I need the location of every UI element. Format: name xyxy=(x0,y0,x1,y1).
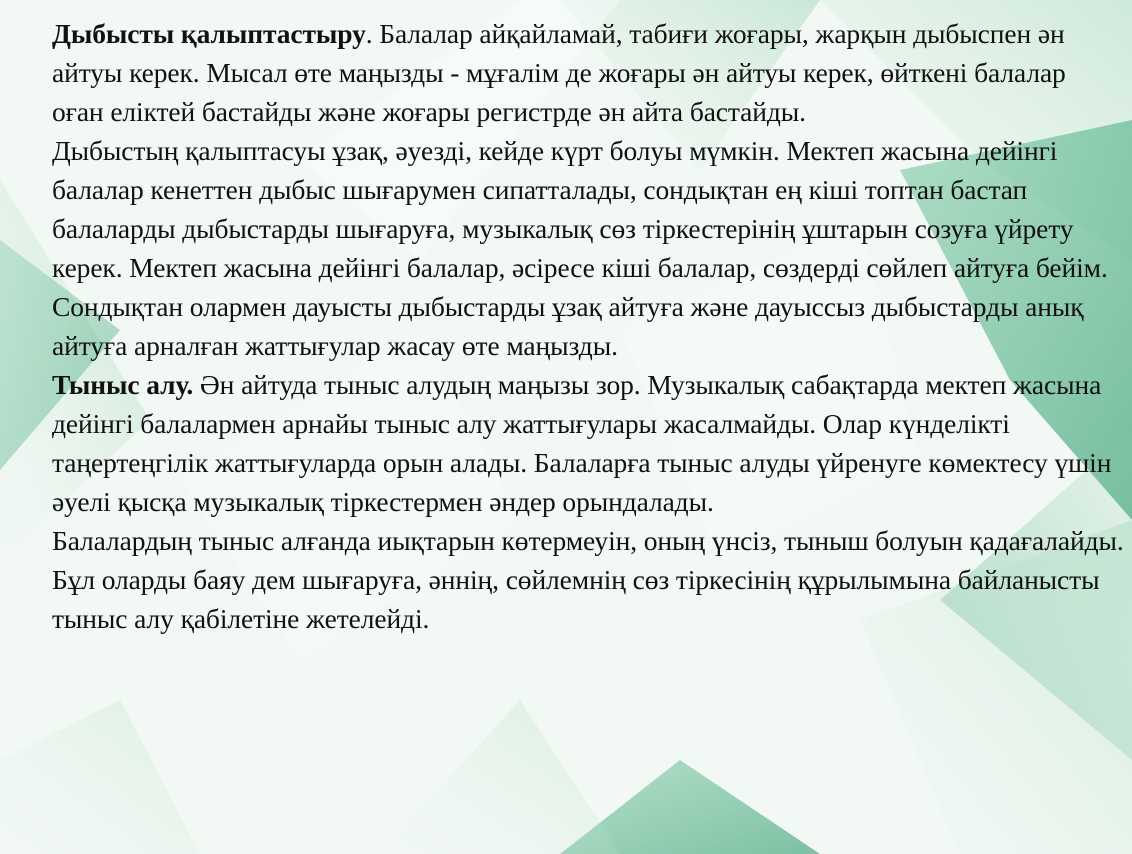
heading-breathing: Тыныс алу. xyxy=(52,369,194,400)
paragraph-breathing xyxy=(52,365,1124,521)
paragraph-text: Дыбыстың қалыптасуы ұзақ, әуезді, кейде күрт болуы мүмкін. Мектеп жасына дейінгі балалар кенеттен дыбыс шығарумен сипатталады, сондықтан ең кіші топтан бастап балаларды дыбыстарды шығаруға, музыкалық сөз тіркестерінің ұштарын созуға үйрету керек. Мектеп жасына дейінгі балалар, әсіресе кіші балалар, сөздерді сөйлеп айтуға бейім. Сондықтан олармен дауысты дыбыстарды ұзақ айтуға және дауыссыз дыбыстарды анық айтуға арналған жаттығулар жасау өте маңызды. xyxy=(52,135,1108,361)
paragraph-text: Балалардың тыныс алғанда иықтарын көтермеуін, оның үнсіз, тыныш болуын қадағалайды. Бұл оларды баяу дем шығаруға, әннің, сөйлемнің сөз тіркесінің құрылымына байланысты тыныс алу қабілетіне жетелейді. xyxy=(52,525,1124,634)
paragraph-text: Ән айтуда тыныс алудың маңызы зор. Музыкалық сабақтарда мектеп жасына дейінгі балалармен арнайы тыныс алу жаттығулары жасалмайды. Олар күнделікті таңертеңгілік жаттығуларда орын алады. Балаларға тыныс алуды үйренуге көмектесу үшін әуелі қысқа музыкалық тіркестермен әндер орындалады. xyxy=(52,369,1112,517)
paragraph-sound-duration xyxy=(52,131,1124,365)
paragraph-breathing-control xyxy=(52,521,1124,638)
heading-sound-formation: Дыбысты қалыптастыру xyxy=(52,18,366,49)
slide-text-body xyxy=(52,14,1124,638)
paragraph-text: . Балалар айқайламай, табиғи жоғары, жарқын дыбыспен ән айтуы керек. Мысал өте маңызды - мұғалім де жоғары ән айтуы керек, өйткені балалар оған еліктей бастайды және жоғары регистрде ән айта бастайды. xyxy=(52,18,1066,127)
paragraph-sound-formation xyxy=(52,14,1124,131)
